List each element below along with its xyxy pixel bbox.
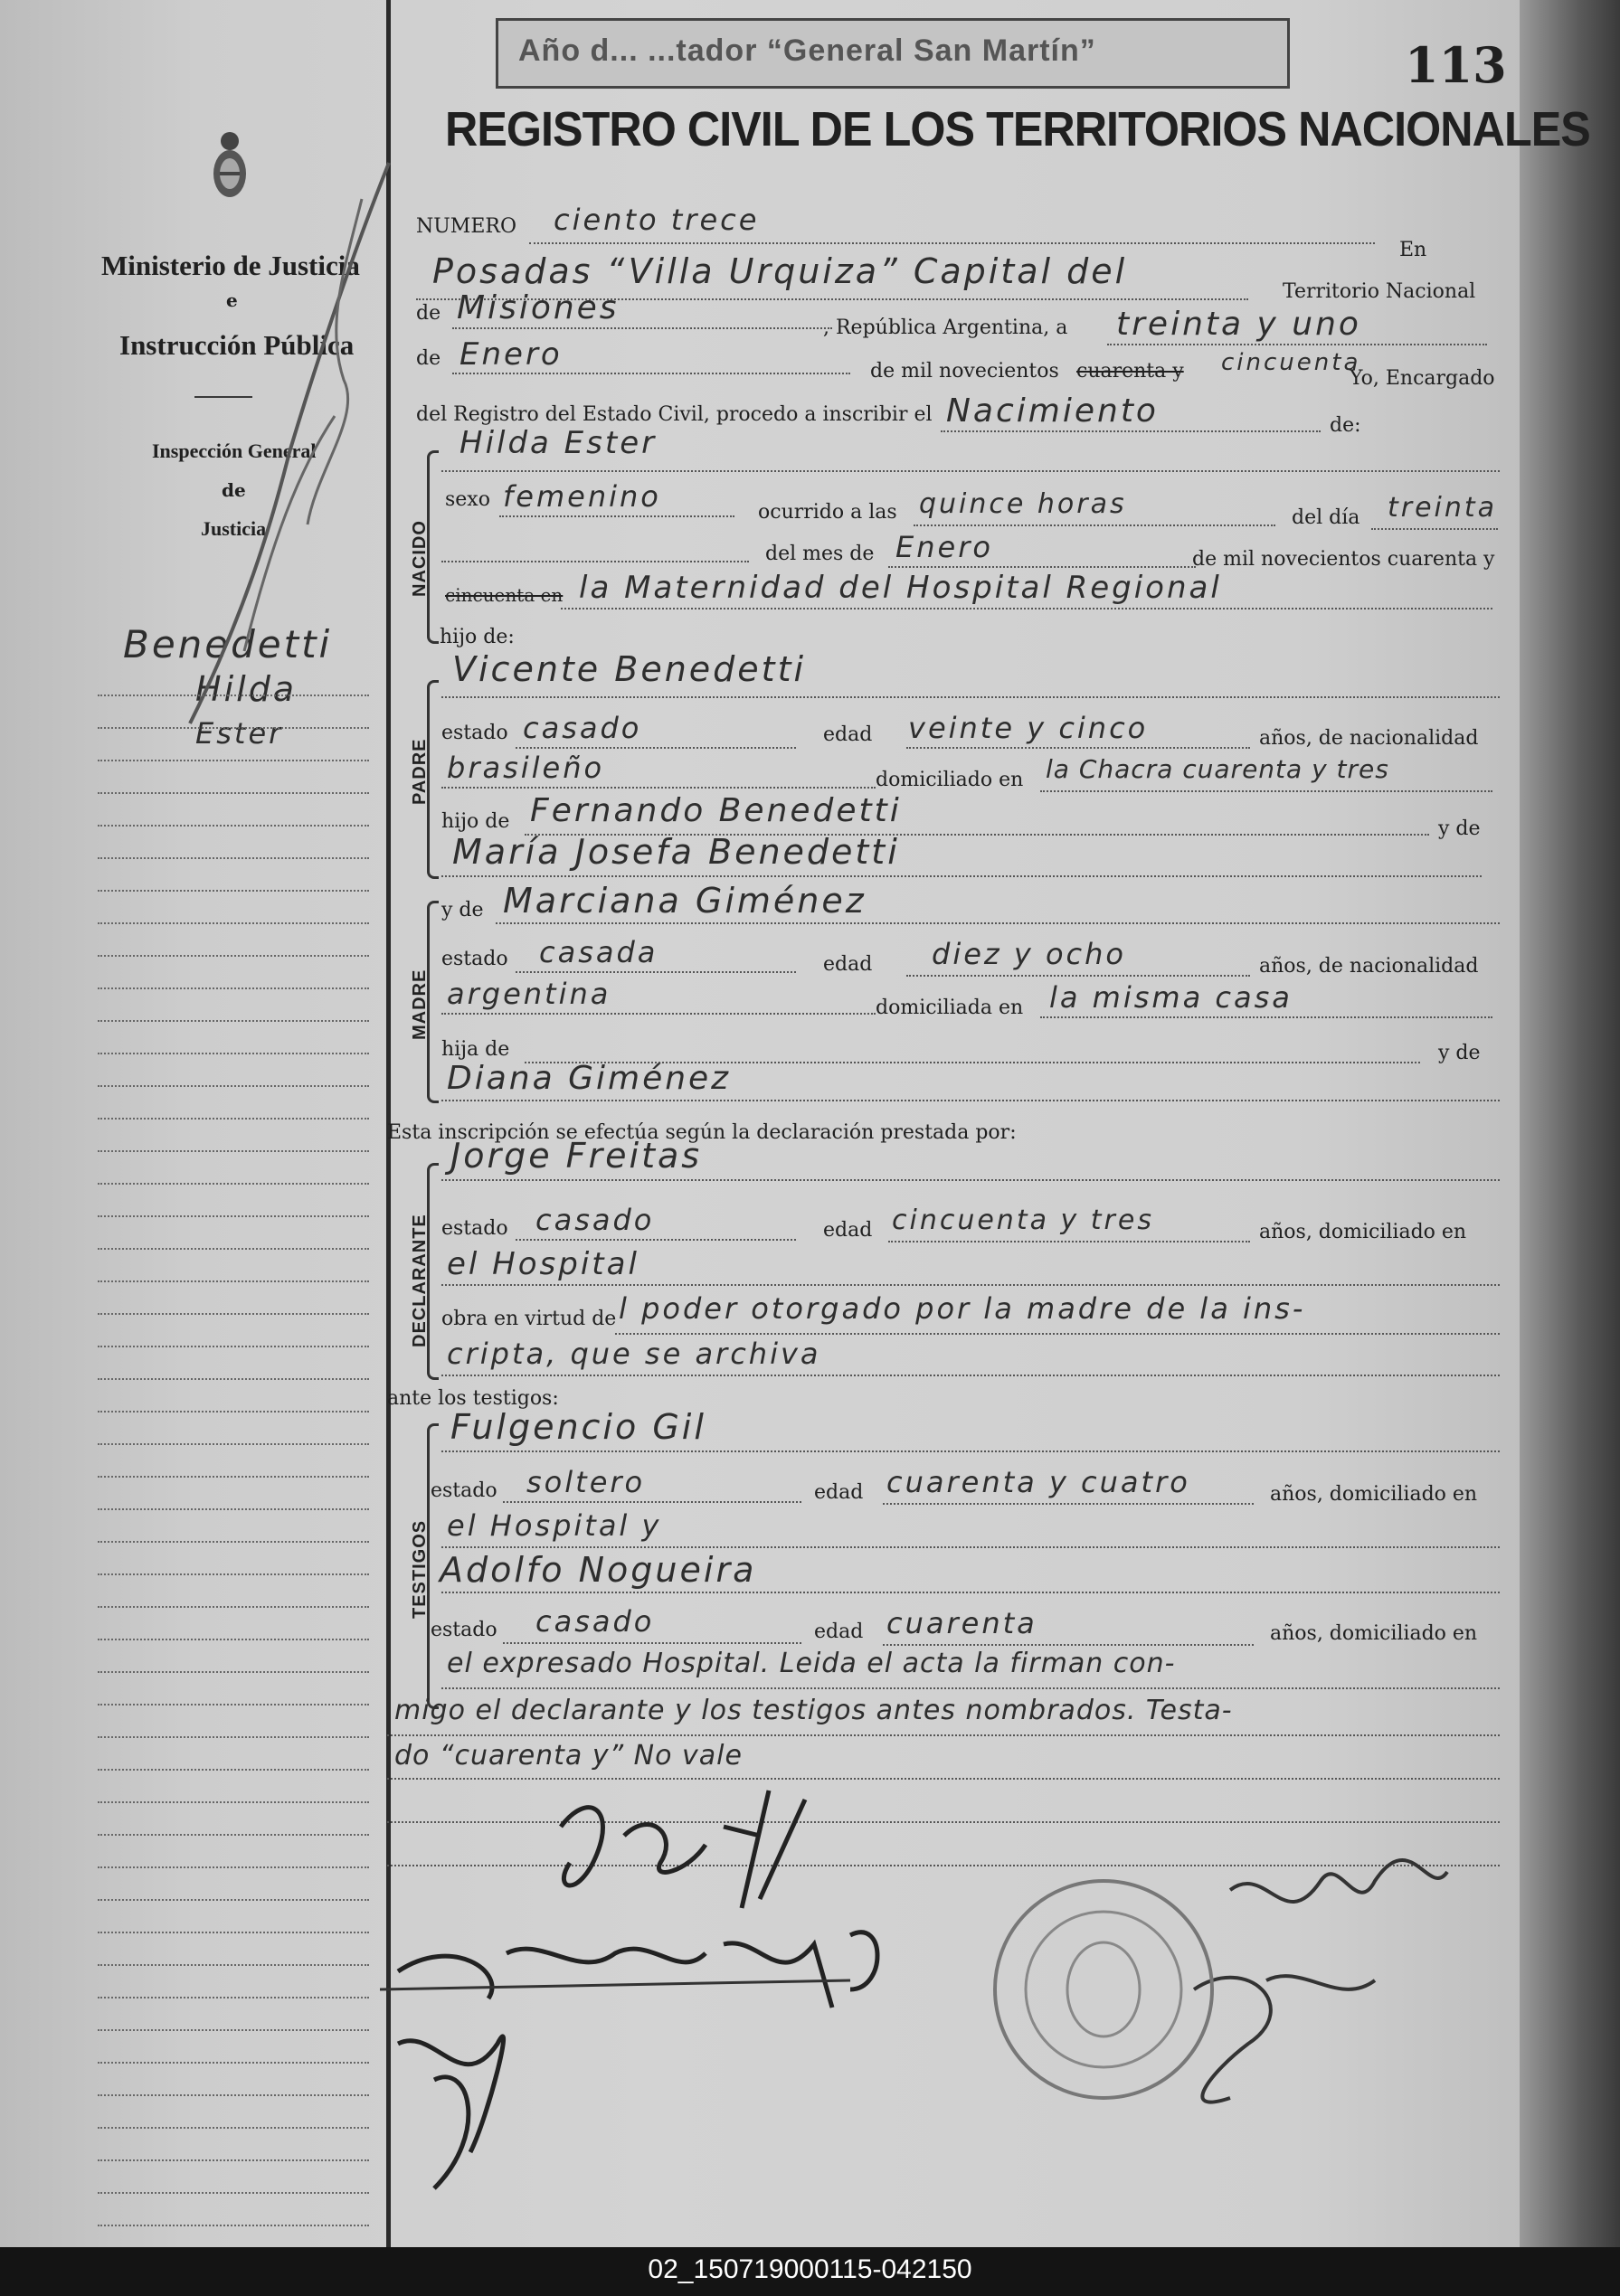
ledger-line: [98, 1020, 369, 1022]
side-label-testigos: TESTIGOS: [410, 1519, 430, 1619]
ledger-line: [98, 1118, 369, 1120]
value-testigo2-nombre: Adolfo Nogueira: [440, 1550, 757, 1590]
line-testigo1-estado: [503, 1501, 801, 1503]
line-lugar-nac: [561, 608, 1492, 609]
value-nombre: Hilda Ester: [459, 425, 658, 461]
value-madre-nac: argentina: [447, 977, 611, 1011]
ledger-line: [98, 1834, 369, 1836]
side-label-madre: MADRE: [410, 968, 430, 1040]
label-testigo2-anos: años, domiciliado en: [1270, 1622, 1478, 1645]
ledger-line: [98, 2192, 369, 2194]
page-title: REGISTRO CIVIL DE LOS TERRITORIOS NACIONALES: [445, 102, 1590, 156]
date-stamp-text: Año d... ...tador “General San Martín”: [518, 33, 1096, 68]
margin-scribble: [136, 145, 407, 760]
ledger-line: [98, 1508, 369, 1510]
line-testigo2-dom: [441, 1687, 1500, 1689]
ledger-line: [98, 1215, 369, 1217]
value-madre-estado: casada: [539, 935, 658, 969]
line-dia-cont: [441, 561, 749, 562]
line-testigo1-dom: [441, 1546, 1500, 1548]
line-testigo2-estado: [503, 1642, 801, 1644]
ledger-line: [98, 1085, 369, 1087]
value-padre-abuela: María Josefa Benedetti: [452, 832, 900, 872]
ledger-line: [98, 922, 369, 924]
value-numero: ciento trece: [554, 203, 760, 237]
label-declarante-obra: obra en virtud de: [441, 1308, 617, 1330]
value-testigo1-edad: cuarenta y cuatro: [886, 1465, 1190, 1499]
label-cincuenta-en: cincuenta en: [445, 584, 564, 606]
ledger-line: [98, 1183, 369, 1185]
label-madre-estado: estado: [441, 948, 508, 970]
value-territorio: Misiones: [457, 289, 620, 326]
value-sexo: femenino: [503, 479, 661, 514]
footer-bar: [0, 2247, 1620, 2296]
ledger-line: [98, 1671, 369, 1673]
ledger-line: [98, 1313, 369, 1315]
ledger-line: [98, 1639, 369, 1640]
label-madre-edad: edad: [823, 953, 873, 976]
ledger-line: [98, 1932, 369, 1933]
label-testigo1-estado: estado: [431, 1479, 497, 1502]
label-en: En: [1399, 239, 1427, 261]
line-padre-edad: [906, 747, 1250, 749]
value-declarante-nombre: Jorge Freitas: [450, 1136, 703, 1176]
label-hijo-de: hijo de:: [440, 626, 515, 648]
side-label-padre: PADRE: [410, 738, 430, 805]
label-numero: NUMERO: [416, 215, 516, 238]
line-mes-nac: [888, 566, 1196, 568]
ledger-line: [98, 1704, 369, 1705]
ledger-line: [98, 1736, 369, 1738]
ledger-line: [98, 1346, 369, 1347]
line-dia-nac: [1371, 528, 1498, 530]
margin-name-second: Ester: [195, 716, 284, 751]
ledger-line: [98, 2062, 369, 2064]
label-declarante-estado: estado: [441, 1217, 508, 1240]
label-de-1: de: [416, 302, 441, 325]
label-del-mes: del mes de: [765, 543, 875, 565]
line-madre-abuela: [441, 1100, 1500, 1101]
label-de-mil-cuarenta: de mil novecientos cuarenta y: [1192, 548, 1495, 571]
line-declarante-estado: [516, 1239, 796, 1241]
label-padre-estado: estado: [441, 722, 508, 744]
ledger-line: [98, 1248, 369, 1250]
ledger-line: [98, 1150, 369, 1152]
ministry-line-2: e: [226, 289, 238, 311]
ministry-line-3: Instrucción Pública: [119, 329, 355, 361]
ledger-line: [98, 2029, 369, 2031]
ledger-line: [98, 1769, 369, 1771]
label-de-mil: de mil novecientos: [870, 360, 1059, 383]
ledger-line: [98, 2094, 369, 2096]
ledger-line: [98, 1899, 369, 1901]
value-hora: quince horas: [919, 488, 1127, 520]
value-cierre-2: do “cuarenta y” No vale: [394, 1740, 743, 1772]
line-dia: [1107, 344, 1487, 345]
side-label-declarante: DECLARANTE: [410, 1214, 430, 1347]
value-madre-nombre: Marciana Giménez: [503, 881, 867, 921]
line-declarante-obra: [615, 1333, 1500, 1335]
ledger-line: [98, 987, 369, 989]
date-stamp: [496, 18, 1290, 89]
side-label-nacido: NACIDO: [410, 520, 430, 597]
value-mes: Enero: [459, 336, 563, 373]
line-declarante-obra2: [441, 1375, 1500, 1376]
ledger-line: [98, 1964, 369, 1966]
value-anio: cincuenta: [1221, 349, 1361, 376]
label-testigo2-edad: edad: [814, 1620, 864, 1643]
value-declarante-obra: l poder otorgado por la madre de la ins-: [619, 1291, 1306, 1326]
line-mes: [452, 373, 850, 374]
line-numero: [529, 242, 1375, 244]
label-cuarenta-y-struck: cuarenta y: [1076, 360, 1184, 383]
value-testigo2-edad: cuarenta: [886, 1606, 1037, 1640]
ministry-line-1: Ministerio de Justicia: [101, 250, 360, 281]
ledger-line: [98, 955, 369, 957]
value-lugar-nac: la Maternidad del Hospital Regional: [579, 570, 1222, 606]
ledger-line: [98, 1378, 369, 1380]
label-registro: del Registro del Estado Civil, procedo a inscribir el: [416, 403, 933, 426]
value-madre-abuela: Diana Giménez: [447, 1060, 732, 1097]
line-padre-abuela: [441, 875, 1482, 877]
value-declarante-obra2: cripta, que se archiva: [447, 1337, 821, 1371]
value-testigo2-dom: el expresado Hospital. Leida el acta la firman con-: [447, 1648, 1176, 1679]
value-testigo1-estado: soltero: [526, 1465, 646, 1499]
label-padre-anos: años, de nacionalidad: [1259, 727, 1479, 750]
value-dia: treinta y uno: [1116, 306, 1361, 343]
ledger-line: [98, 1997, 369, 1998]
label-sexo: sexo: [445, 488, 490, 511]
margin-name-surname: Benedetti: [123, 622, 333, 666]
label-territorio: Territorio Nacional: [1283, 280, 1476, 303]
line-hora: [914, 524, 1275, 526]
book-spine: [1520, 0, 1620, 2247]
value-padre-edad: veinte y cinco: [908, 711, 1149, 745]
value-declarante-edad: cincuenta y tres: [892, 1205, 1154, 1236]
line-padre-dom: [1040, 790, 1492, 792]
label-testigo2-estado: estado: [431, 1619, 497, 1641]
ledger-line: [98, 890, 369, 892]
signature-area: [380, 1772, 1520, 2206]
line-nombre: [441, 470, 1500, 472]
line-padre-nombre: [441, 696, 1500, 698]
label-testigo1-edad: edad: [814, 1481, 864, 1504]
ledger-line: [98, 1801, 369, 1803]
line-madre-dom: [1040, 1016, 1492, 1018]
label-padre-edad: edad: [823, 723, 873, 746]
label-republica: , República Argentina, a: [823, 317, 1068, 339]
label-madre-dom: domiciliada en: [876, 997, 1024, 1019]
ledger-line: [98, 760, 369, 761]
value-padre-abuelo: Fernando Benedetti: [530, 792, 902, 829]
line-acto: [941, 430, 1321, 432]
ledger-line: [98, 1411, 369, 1413]
line-madre-estado: [516, 971, 796, 973]
line-declarante-dom: [441, 1284, 1500, 1286]
line-padre-nac: [441, 787, 876, 789]
value-declarante-estado: casado: [535, 1203, 655, 1237]
value-mes-nac: Enero: [895, 530, 993, 564]
value-padre-nac: brasileño: [447, 751, 605, 785]
label-madre-anos: años, de nacionalidad: [1259, 955, 1479, 978]
value-dia-nac: treinta: [1388, 492, 1498, 524]
ledger-line: [98, 2159, 369, 2161]
value-testigo1-dom: el Hospital y: [447, 1508, 662, 1543]
label-madre-y-de: y de: [441, 899, 484, 921]
label-madre-hija-de: hija de: [441, 1038, 510, 1061]
value-padre-estado: casado: [523, 711, 642, 745]
label-del-dia: del día: [1292, 506, 1360, 529]
line-testigo1-nombre: [441, 1450, 1500, 1452]
line-declarante-nombre: [441, 1179, 1500, 1181]
inspection-line-3: Justicia: [201, 517, 267, 540]
ledger-line: [98, 1866, 369, 1868]
line-sexo: [499, 515, 734, 517]
value-cierre-1: migo el declarante y los testigos antes nombrados. Testa-: [394, 1695, 1233, 1726]
line-madre-nombre: [496, 922, 1500, 924]
folio-number: 113: [1405, 36, 1507, 94]
ledger-line: [98, 1443, 369, 1445]
inspection-line-2: de: [222, 479, 246, 501]
value-padre-dom: la Chacra cuarenta y tres: [1046, 754, 1389, 784]
label-ocurrido: ocurrido a las: [758, 501, 897, 524]
inspection-line-1: Inspección General: [152, 439, 317, 462]
label-yo-encargado: Yo, Encargado: [1350, 367, 1495, 390]
value-madre-dom: la misma casa: [1049, 980, 1293, 1015]
ledger-line: [98, 1476, 369, 1478]
value-declarante-dom: el Hospital: [447, 1246, 639, 1282]
label-madre-y-de2: y de: [1438, 1042, 1481, 1064]
line-territorio: [452, 327, 832, 329]
ledger-line: [98, 857, 369, 859]
line-cierre-1: [387, 1734, 1500, 1736]
value-testigo1-nombre: Fulgencio Gil: [450, 1407, 706, 1447]
ledger-line: [98, 825, 369, 827]
label-de-colon: de:: [1330, 414, 1361, 437]
line-madre-nac: [441, 1013, 876, 1015]
document-id: 02_150719000115-042150: [648, 2254, 972, 2284]
value-madre-edad: diez y ocho: [932, 937, 1126, 971]
value-lugar: Posadas “Villa Urquiza” Capital del: [432, 251, 1128, 291]
label-padre-dom: domiciliado en: [876, 769, 1024, 791]
label-testigo1-anos: años, domiciliado en: [1270, 1483, 1478, 1506]
line-testigo2-nombre: [441, 1592, 1500, 1593]
line-padre-estado: [516, 747, 796, 749]
line-testigo2-edad: [883, 1644, 1254, 1646]
label-padre-y-de: y de: [1438, 817, 1481, 840]
label-ante: ante los testigos:: [387, 1387, 559, 1410]
ledger-line: [98, 792, 369, 794]
label-declarante-edad: edad: [823, 1219, 873, 1242]
value-padre-nombre: Vicente Benedetti: [452, 649, 807, 689]
ledger-line: [98, 1280, 369, 1282]
line-testigo1-edad: [883, 1503, 1254, 1505]
value-acto: Nacimiento: [946, 392, 1159, 430]
label-inscripcion: Esta inscripción se efectúa según la declaración prestada por:: [387, 1121, 1017, 1144]
ledger-line: [98, 1573, 369, 1575]
ledger-line: [98, 2225, 369, 2226]
line-madre-edad: [906, 975, 1250, 977]
ledger-line: [98, 2127, 369, 2129]
margin-name-first: Hilda: [195, 669, 298, 709]
label-padre-hijo-de: hijo de: [441, 810, 510, 833]
ledger-line: [98, 1053, 369, 1054]
label-declarante-anos: años, domiciliado en: [1259, 1221, 1467, 1243]
line-declarante-edad: [888, 1241, 1250, 1242]
value-testigo2-estado: casado: [535, 1604, 655, 1639]
ledger-line: [98, 694, 369, 696]
ledger-line: [98, 1541, 369, 1543]
ledger-line: [98, 727, 369, 729]
ledger-line: [98, 1606, 369, 1608]
label-de-2: de: [416, 347, 441, 370]
